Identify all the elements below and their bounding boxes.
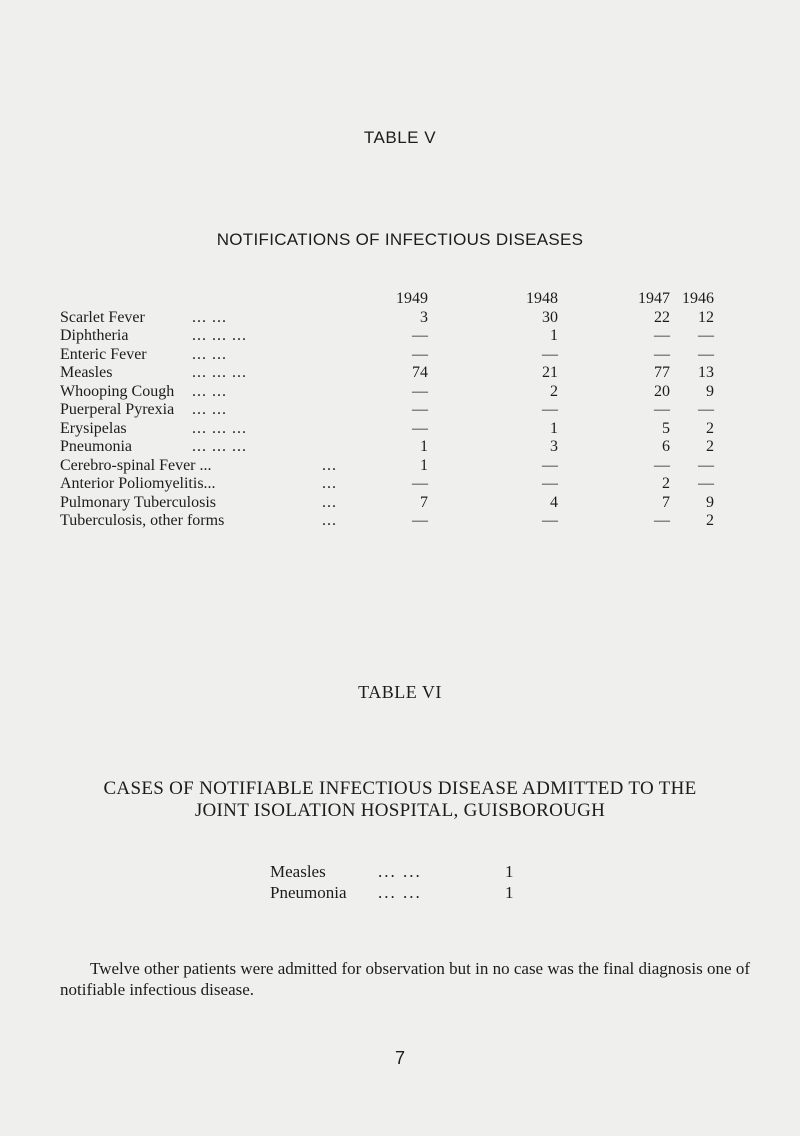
- disease-label: Tuberculosis, other forms: [60, 512, 225, 529]
- cell-value: —: [654, 456, 670, 474]
- table-row: [60, 512, 714, 531]
- table-row: [60, 327, 714, 346]
- leader-dots: ... ...: [378, 862, 422, 881]
- cell-value: 3: [420, 308, 428, 326]
- cell-value: 30: [542, 308, 558, 326]
- leader-dots: ... ... ...: [192, 438, 247, 455]
- table-row: [60, 475, 714, 494]
- table-row: [60, 364, 714, 383]
- table-vi-title: [40, 778, 760, 822]
- leader-dots: ...: [322, 475, 337, 492]
- table-vi-title-line: JOINT ISOLATION HOSPITAL, GUISBOROUGH: [194, 800, 606, 821]
- cell-value: —: [542, 345, 558, 363]
- cell-value: —: [542, 401, 558, 418]
- page-number: 7: [394, 1048, 405, 1068]
- table-row: [270, 861, 530, 882]
- cell-value: —: [654, 512, 670, 529]
- cell-value: —: [412, 512, 428, 529]
- disease-label: Diphtheria: [60, 327, 129, 344]
- disease-label: Pulmonary Tuberculosis: [60, 493, 217, 511]
- disease-label: Measles: [60, 364, 113, 381]
- leader-dots: ...: [322, 456, 337, 474]
- cell-value: 6: [662, 438, 670, 455]
- year-header: 1948: [526, 290, 558, 307]
- cell-value: 2: [550, 382, 558, 400]
- observation-note: Twelve other patients were admitted for observation but in no case was the final diagnosis one of notifiable infectious disease.: [60, 959, 750, 999]
- disease-label: Pneumonia: [270, 883, 347, 902]
- admissions-table: [270, 861, 530, 903]
- leader-dots: ... ... ...: [192, 419, 247, 437]
- case-count: 1: [505, 862, 514, 881]
- table-row: [60, 308, 714, 328]
- cell-value: —: [412, 345, 428, 363]
- cell-value: —: [412, 327, 428, 344]
- cell-value: —: [542, 456, 558, 474]
- table-vi-heading: TABLE VI: [358, 682, 442, 702]
- cell-value: 13: [698, 364, 714, 381]
- table-row: [60, 456, 714, 476]
- year-header: 1946: [682, 290, 714, 307]
- cell-value: 1: [550, 419, 558, 437]
- cell-value: —: [412, 401, 428, 418]
- cell-value: 9: [706, 493, 714, 511]
- cell-value: —: [412, 382, 428, 400]
- cell-value: —: [412, 475, 428, 492]
- disease-label: Measles: [270, 862, 326, 881]
- disease-label: Enteric Fever: [60, 345, 147, 363]
- table-vi-title-line: CASES OF NOTIFIABLE INFECTIOUS DISEASE ADMITTED TO THE: [103, 778, 697, 799]
- case-count: 1: [505, 883, 514, 902]
- disease-label: Puerperal Pyrexia: [60, 401, 175, 418]
- cell-value: —: [698, 456, 714, 474]
- disease-label: Erysipelas: [60, 419, 127, 437]
- cell-value: —: [698, 345, 714, 363]
- leader-dots: ... ... ...: [192, 327, 247, 344]
- table-v-title: NOTIFICATIONS OF INFECTIOUS DISEASES: [216, 230, 584, 249]
- cell-value: 77: [654, 364, 670, 381]
- table-row: [270, 882, 530, 903]
- table-row: [60, 401, 714, 420]
- notifications-table: [60, 290, 714, 531]
- disease-label: Whooping Cough: [60, 382, 175, 400]
- leader-dots: ...: [322, 512, 337, 529]
- year-header: 1949: [396, 290, 428, 307]
- cell-value: 20: [654, 382, 670, 400]
- year-header: 1947: [638, 290, 670, 307]
- table-row: [60, 493, 714, 513]
- cell-value: —: [698, 401, 714, 418]
- cell-value: 3: [550, 438, 558, 455]
- year-header-row: [60, 290, 714, 309]
- table-v-heading: TABLE V: [363, 128, 437, 147]
- cell-value: 1: [420, 438, 428, 455]
- leader-dots: ... ... ...: [192, 364, 247, 381]
- disease-label: Scarlet Fever: [60, 308, 145, 326]
- cell-value: —: [698, 327, 714, 344]
- disease-label: Anterior Poliomyelitis...: [60, 475, 216, 492]
- cell-value: 1: [550, 327, 558, 344]
- cell-value: 4: [550, 493, 558, 511]
- cell-value: 7: [420, 493, 428, 511]
- cell-value: 9: [706, 382, 714, 400]
- cell-value: 74: [412, 364, 428, 381]
- leader-dots: ...: [322, 493, 337, 511]
- cell-value: 22: [654, 308, 670, 326]
- cell-value: —: [654, 401, 670, 418]
- leader-dots: ... ...: [192, 345, 227, 363]
- cell-value: —: [654, 327, 670, 344]
- cell-value: —: [542, 512, 558, 529]
- cell-value: —: [412, 419, 428, 437]
- cell-value: —: [654, 345, 670, 363]
- cell-value: 21: [542, 364, 558, 381]
- leader-dots: ... ...: [192, 401, 227, 418]
- table-row: [60, 438, 714, 457]
- cell-value: 5: [662, 419, 670, 437]
- cell-value: 2: [662, 475, 670, 492]
- cell-value: 7: [662, 493, 670, 511]
- disease-label: Pneumonia: [60, 438, 132, 455]
- table-row: [60, 419, 714, 439]
- disease-label: Cerebro-spinal Fever ...: [60, 456, 212, 474]
- cell-value: —: [698, 475, 714, 492]
- cell-value: 2: [706, 512, 714, 529]
- leader-dots: ... ...: [192, 382, 227, 400]
- cell-value: 1: [420, 456, 428, 474]
- cell-value: 2: [706, 419, 714, 437]
- leader-dots: ... ...: [378, 883, 422, 902]
- cell-value: 2: [706, 438, 714, 455]
- table-row: [60, 345, 714, 365]
- leader-dots: ... ...: [192, 308, 227, 326]
- table-row: [60, 382, 714, 402]
- cell-value: 12: [698, 308, 714, 326]
- cell-value: —: [542, 475, 558, 492]
